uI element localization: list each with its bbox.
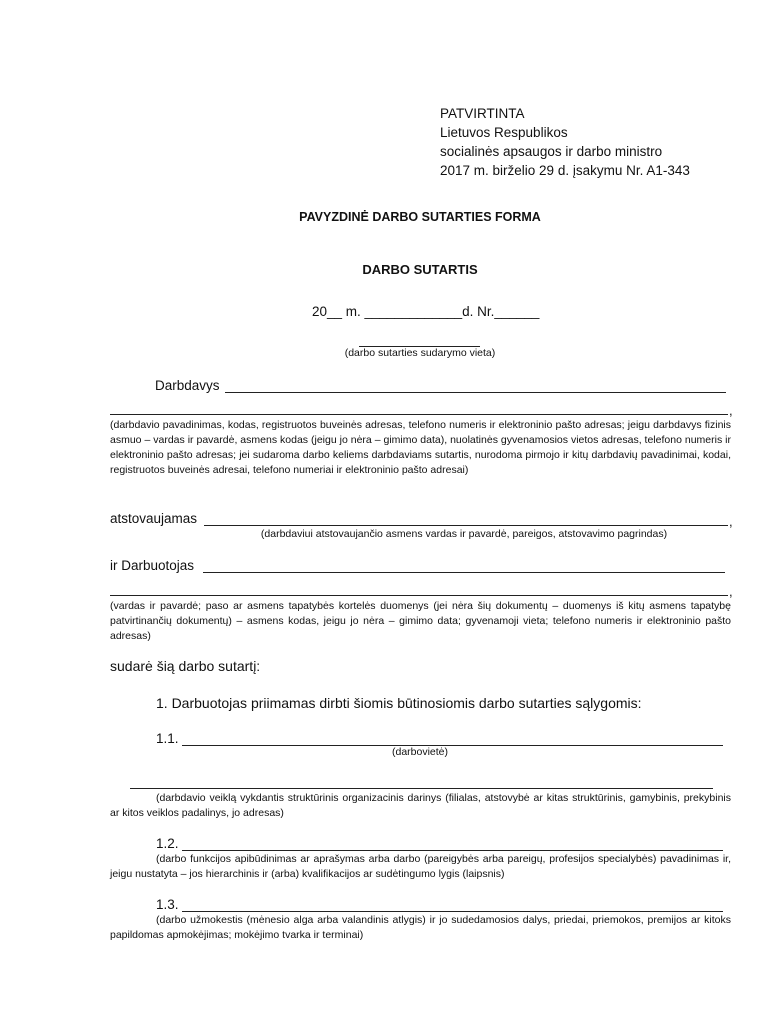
employee-blank-2[interactable] (110, 581, 728, 596)
concluded-text: sudarė šią darbo sutartį: (110, 658, 261, 674)
approval-line-4: 2017 m. birželio 29 d. įsakymu Nr. A1-343 (440, 163, 690, 178)
employer-label: Darbdavys (155, 378, 220, 393)
date-number-line: 20__ m. _____________d. Nr.______ (312, 304, 540, 319)
item-1-1-hint: (darbovietė) (391, 746, 449, 758)
approval-line-3: socialinės apsaugos ir darbo ministro (440, 144, 663, 159)
item-1-2-blank[interactable] (182, 836, 723, 851)
employee-blank-1[interactable] (203, 558, 725, 573)
employee-comma: , (729, 584, 733, 599)
item-1-3-blank[interactable] (182, 897, 723, 912)
representative-comma: , (729, 514, 733, 529)
employee-hint: (vardas ir pavardė; paso ar asmens tapatybės kortelės duomenys (jei nėra šių dokumentų – duomenys iš kitų asmens tapatybę patvirtinančių dokumentų) – asmens kodas, jeigu jo nėra – gimimo data; gyvenamoji vieta; telefono numeris ir elektroninio pašto adresas) (110, 600, 731, 642)
item-1-1-number: 1.1. (156, 731, 179, 746)
item-1-3-hint: (darbo užmokestis (mėnesio alga arba valandinis atlygis) ir jo sudedamosios dalys, priedai, priemokos, premijos ar kitoks papildomas apmokėjimas; mokėjimo tvarka ir terminai) (110, 914, 731, 941)
employer-blank-1[interactable] (225, 378, 726, 393)
section-1-heading: 1. Darbuotojas priimamas dirbti šiomis būtinosiomis darbo sutarties sąlygomis: (156, 695, 642, 711)
approval-block (440, 104, 690, 180)
item-1-3-number: 1.3. (156, 897, 179, 912)
item-1-1-sub-blank[interactable] (130, 774, 713, 789)
representative-hint: (darbdaviui atstovaujančio asmens vardas ir pavardė, pareigos, atstovavimo pagrindas) (260, 528, 668, 540)
item-1-2-number: 1.2. (156, 836, 179, 851)
employee-label: ir Darbuotojas (110, 558, 195, 573)
employer-blank-2[interactable] (110, 400, 728, 415)
approval-line-1: PATVIRTINTA (440, 106, 525, 121)
form-title: PAVYZDINĖ DARBO SUTARTIES FORMA (299, 210, 541, 224)
representative-blank[interactable] (204, 511, 728, 526)
item-1-2-hint: (darbo funkcijos apibūdinimas ar aprašymas arba darbo (pareigybės arba pareigų, profesijos specialybės) pavadinimas ir, jeigu nustatyta – jos hierarchinis ir (arba) kvalifikacijos ar sudėtingumo lygis (laipsnis) (110, 853, 731, 880)
place-hint: (darbo sutarties sudarymo vieta) (344, 347, 496, 359)
representative-label: atstovaujamas (110, 511, 198, 526)
document-title: DARBO SUTARTIS (362, 262, 478, 277)
item-1-1-sub-hint: (darbdavio veiklą vykdantis struktūrinis organizacinis darinys (filialas, atstovybė ar kitas struktūrinis, gamybinis, prekybinis ar kitos veiklos padalinys, jo adresas) (110, 792, 731, 819)
approval-line-2: Lietuvos Respublikos (440, 125, 568, 140)
item-1-1-blank[interactable] (182, 731, 723, 746)
employer-comma: , (729, 403, 733, 418)
employer-hint: (darbdavio pavadinimas, kodas, registruotos buveinės adresas, telefono numeris ir elektroninio pašto adresas; jeigu darbdavys fizinis asmuo – vardas ir pavardė, asmens kodas (jeigu jo nėra – gimimo data), nuolatinės gyvenamosios vietos adresas, telefono numeris ir elektroninio pašto adresas; jei sudaroma darbo keliems darbdaviams sutartis, nurodoma pirmojo ir kitų darbdavių pavadinimai, kodai, registruotos buveinės adresai, telefono numeriai ir elektroninio pašto adresai) (110, 419, 731, 476)
